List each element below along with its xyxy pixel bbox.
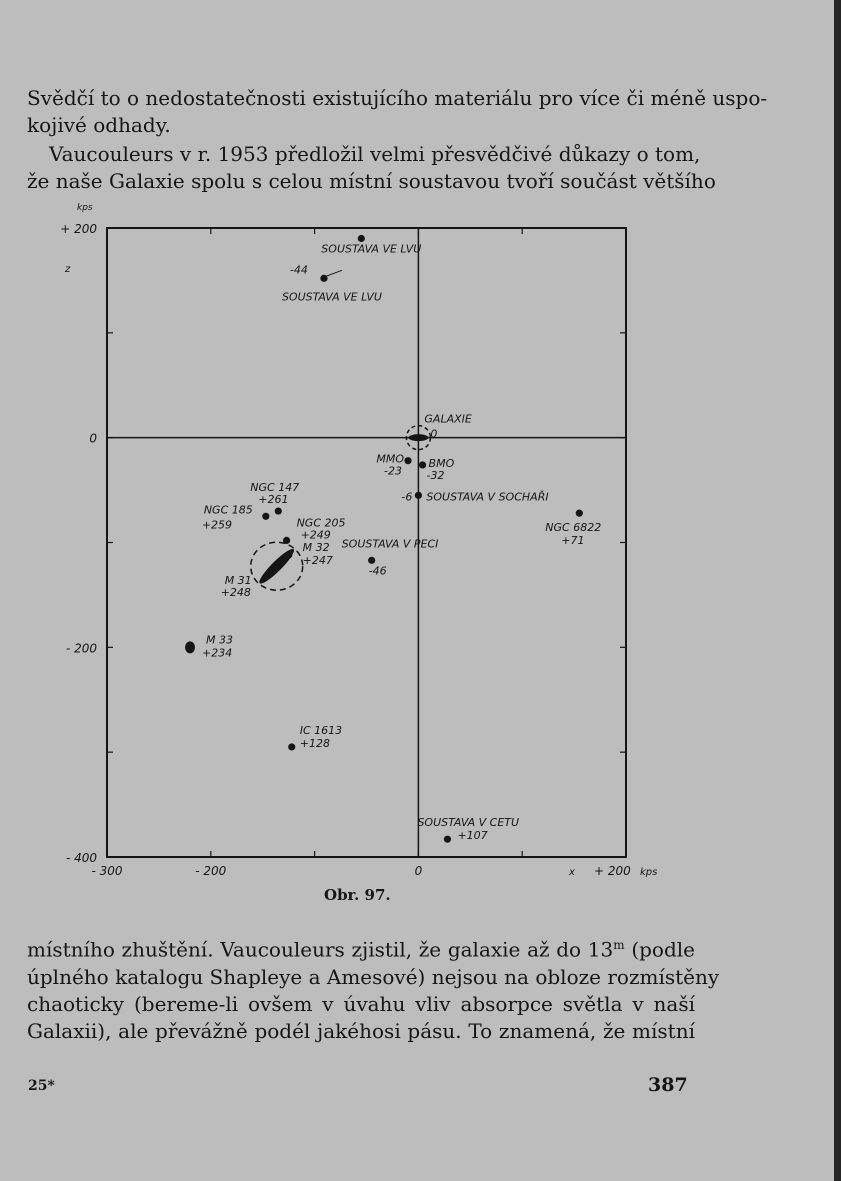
magnitude-superscript: m xyxy=(613,938,625,952)
point-velocity-label: +247 xyxy=(302,554,333,568)
point-name-label: IC 1613 xyxy=(299,723,343,737)
x-tick-label: 0 xyxy=(414,864,423,878)
text-fragment: místního zhuštění. Vaucouleurs zjistil, že galaxie až do 13 xyxy=(27,937,614,962)
text-line: úplného katalogu Shapleye a Amesové) nejsou na obloze rozmístěny xyxy=(27,964,720,989)
data-point xyxy=(576,510,583,517)
data-point xyxy=(285,551,292,558)
point-velocity-label: +248 xyxy=(220,586,251,600)
point-velocity-label: +128 xyxy=(299,736,330,750)
paragraph-3 xyxy=(27,932,720,1045)
point-name-label: NGC 147 xyxy=(250,481,300,495)
data-point xyxy=(358,235,365,242)
y-tick-label: - 400 xyxy=(65,851,97,865)
point-velocity-label: -6 xyxy=(401,490,413,504)
y-tick-label: + 200 xyxy=(60,222,97,236)
text-line: Vaucouleurs v r. 1953 předložil velmi přesvědčivé důkazy o tom, xyxy=(49,142,701,166)
x-tick-label: - 300 xyxy=(91,864,123,878)
data-point xyxy=(404,457,411,464)
point-name-label: SOUSTAVA V CETU xyxy=(417,816,520,830)
data-point xyxy=(415,492,422,499)
point-name-label: MMO xyxy=(376,452,405,466)
point-velocity-label: +261 xyxy=(258,493,289,507)
text-line: Galaxii), ale převážně podél jakéhosi pásu. To znamená, že místní xyxy=(27,1018,695,1043)
point-velocity-label: -23 xyxy=(384,464,403,478)
point-name-label: SOUSTAVA V SOCHAŘI xyxy=(426,490,549,504)
point-name-label: NGC 205 xyxy=(296,516,346,530)
signature-mark: 25* xyxy=(28,1078,55,1094)
text-line: že naše Galaxie spolu s celou místní soustavou tvoří součást většího xyxy=(27,169,716,193)
point-name-label: GALAXIE xyxy=(424,412,472,426)
y-tick-label: 0 xyxy=(89,431,97,446)
page-edge-shadow xyxy=(834,0,841,1181)
point-velocity-label: +234 xyxy=(202,646,233,660)
data-point xyxy=(419,461,426,468)
figure-caption: Obr. 97. xyxy=(324,886,391,904)
label-leader-line xyxy=(326,270,342,276)
point-name-label: M 31 xyxy=(224,574,252,588)
text-line: chaoticky (bereme-li ovšem v úvahu vliv absorpce světla v naší xyxy=(27,991,695,1016)
text-line xyxy=(27,932,695,964)
x-tick-label: + 200 xyxy=(594,864,631,878)
page-number: 387 xyxy=(648,1074,688,1096)
data-point xyxy=(368,557,375,564)
point-name-label: SOUSTAVA VE LVU xyxy=(281,290,382,304)
data-point xyxy=(275,507,282,514)
point-velocity-label: +259 xyxy=(201,518,233,532)
x-unit-label: kps xyxy=(640,867,658,878)
y-unit-label: kps xyxy=(77,203,93,213)
data-point xyxy=(262,513,269,520)
y-axis-letter: z xyxy=(65,264,71,275)
point-name-label: NGC 6822 xyxy=(545,521,602,535)
data-point xyxy=(444,836,451,843)
point-name-label: SOUSTAVA V PECI xyxy=(341,537,439,551)
text-fragment: (podle xyxy=(631,937,695,962)
y-tick-label: - 200 xyxy=(65,641,97,656)
m33-galaxy-mark xyxy=(185,641,195,653)
point-velocity-label: -44 xyxy=(289,263,308,277)
x-axis-letter: x xyxy=(569,867,575,878)
point-name-label: SOUSTAVA VE LVU xyxy=(321,242,422,256)
galaxy-disk-mark xyxy=(408,434,428,441)
text-line: kojivé odhady. xyxy=(27,113,171,137)
text-line: Svědčí to o nedostatečnosti existujícího materiálu pro více či méně uspo- xyxy=(27,86,768,110)
x-tick-label: - 200 xyxy=(195,864,227,878)
point-name-label: BMO xyxy=(428,456,455,470)
point-velocity-label: +107 xyxy=(457,829,488,843)
point-velocity-label: -46 xyxy=(368,564,387,578)
point-name-label: M 33 xyxy=(206,633,234,647)
point-name-label: M 32 xyxy=(302,541,330,555)
m31-galaxy-mark xyxy=(256,546,297,587)
point-velocity-label: -32 xyxy=(426,468,445,482)
data-point xyxy=(288,743,295,750)
point-name-label: NGC 185 xyxy=(203,503,253,517)
point-velocity-label: +71 xyxy=(561,534,585,548)
point-velocity-label: 0 xyxy=(430,427,438,441)
point-velocity-label: +249 xyxy=(300,528,331,542)
